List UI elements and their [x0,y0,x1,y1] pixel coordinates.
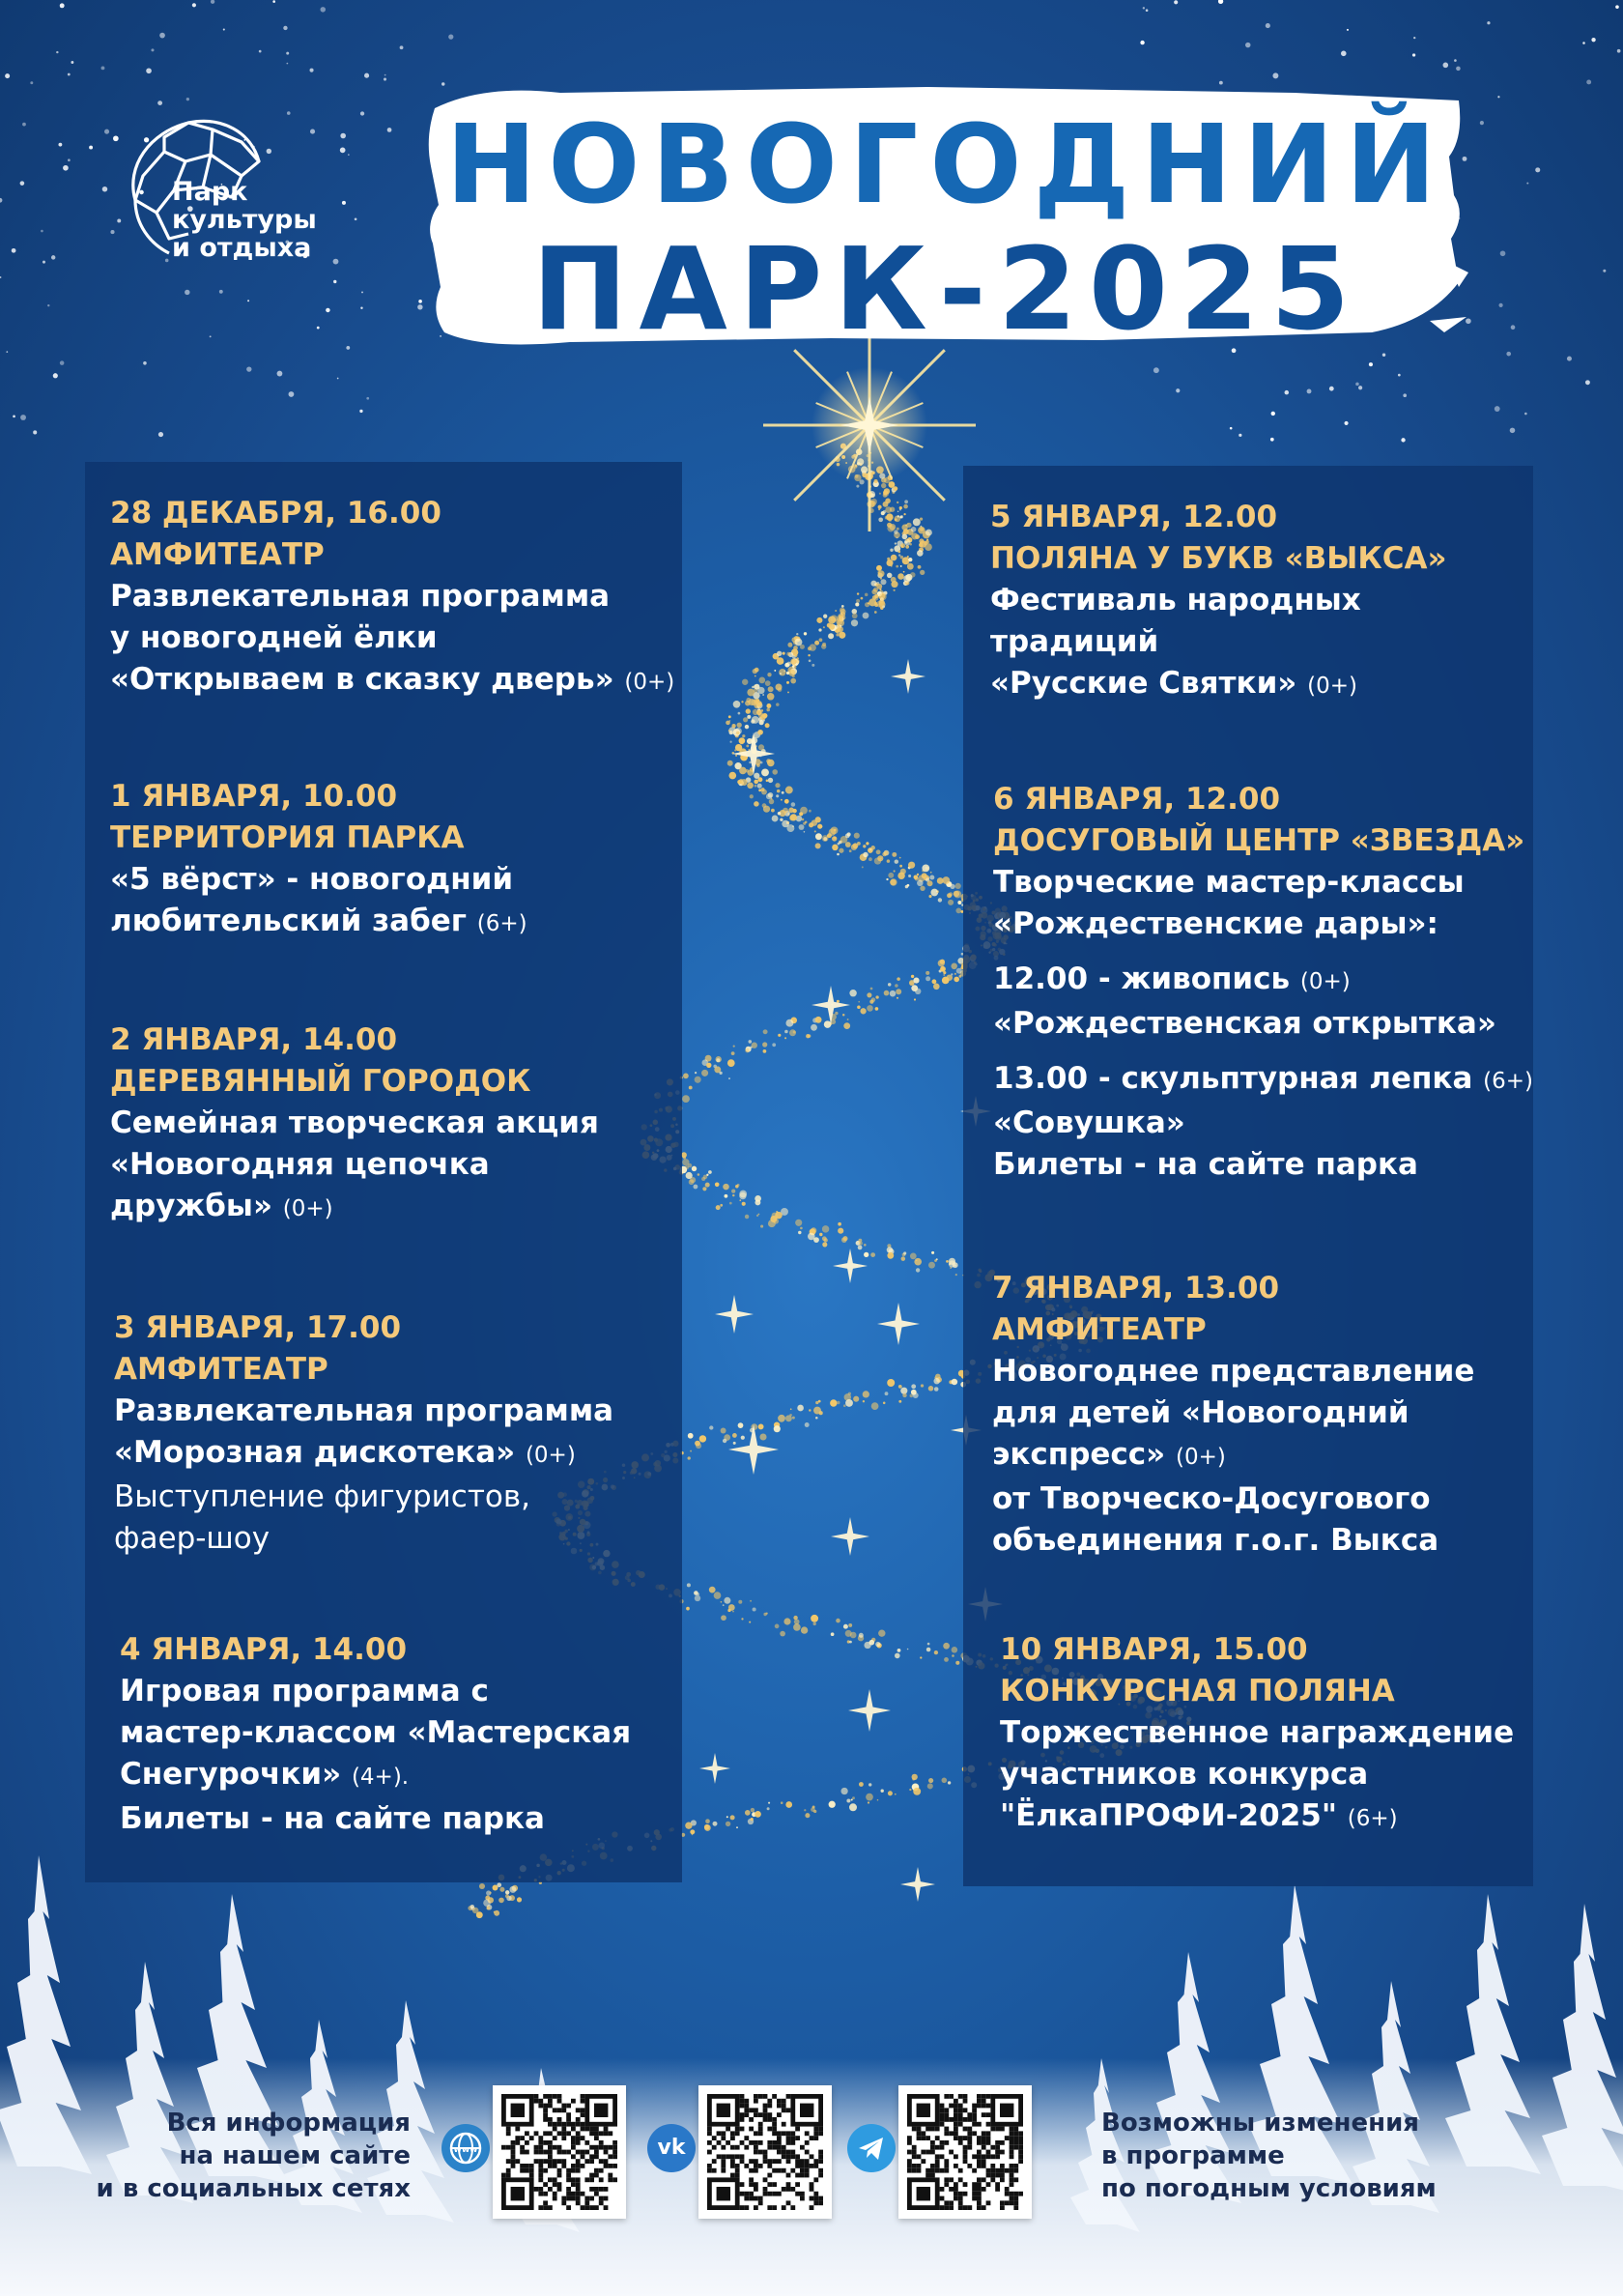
age-badge: (6+) [1483,1069,1534,1094]
age-badge: (4+). [351,1765,410,1790]
logo-line: культуры [172,205,317,235]
event-place: АМФИТЕАТР [110,537,325,572]
event-line: традиций [990,624,1159,659]
event-1-jan [110,776,527,945]
event-tickets-note: Билеты - на сайте парка [120,1801,545,1836]
age-badge: (0+) [525,1443,576,1468]
event-place: ДЕРЕВЯННЫЙ ГОРОДОК [110,1064,531,1099]
footer-line: Вся информация [166,2109,411,2138]
event-line: дружбы» [110,1189,272,1223]
footer-line: Возможны изменения [1101,2109,1419,2138]
event-line: Торжественное награждение [1000,1715,1515,1750]
event-line: экспресс» [992,1437,1166,1472]
event-extra-line: фаер-шоу [114,1521,270,1556]
qr-pattern-icon [907,2094,1023,2210]
event-4-jan [120,1629,631,1840]
title-line-2: ПАРК-2025 [531,222,1362,356]
event-line: «Новогодняя цепочка [110,1147,490,1182]
age-badge: (0+) [1307,674,1357,699]
event-line: «5 вёрст» - новогодний [110,862,514,897]
event-line: Развлекательная программа [110,579,611,614]
event-10-jan [1000,1629,1514,1840]
event-organizer-line: объединения г.о.г. Выкса [992,1523,1439,1558]
globe-label: www [453,2145,478,2155]
title-line-1: НОВОГОДНИЙ [445,102,1448,228]
age-badge: (6+) [1347,1806,1398,1831]
qr-code-telegram[interactable] [898,2085,1032,2219]
vk-icon[interactable]: vk [647,2124,696,2172]
event-5-jan [990,497,1447,707]
event-line: «Русские Святки» [990,666,1297,701]
qr-pattern-icon [707,2094,823,2210]
event-line: любительский забег [110,904,467,938]
event-line: Фестиваль народных [990,583,1361,617]
event-date: 3 ЯНВАРЯ, 17.00 [114,1310,402,1345]
telegram-icon[interactable] [847,2124,896,2172]
workshop-name: «Совушка» [993,1105,1185,1140]
logo-line: и отдыха [172,233,312,263]
footer-line: в программе [1101,2141,1285,2170]
web-globe-icon[interactable] [441,2124,490,2172]
qr-code-vk[interactable] [698,2085,832,2219]
workshop-name: «Рождественская открытка» [993,1006,1496,1041]
event-line: Семейная творческая акция [110,1105,599,1140]
event-line: Творческие мастер-классы [993,865,1465,900]
title-block [425,79,1468,369]
event-place: АМФИТЕАТР [114,1352,328,1387]
event-line: Новогоднее представление [992,1354,1475,1389]
qr-code-website[interactable] [493,2085,626,2219]
globe-icon [441,2124,490,2172]
event-place: КОНКУРСНАЯ ПОЛЯНА [1000,1674,1395,1708]
event-line: «Морозная дискотека» [114,1435,516,1470]
age-badge: (0+) [624,670,675,695]
event-place: ТЕРРИТОРИЯ ПАРКА [110,820,465,855]
workshop-time: 13.00 - скульптурная лепка [993,1061,1473,1096]
event-place: ДОСУГОВЫЙ ЦЕНТР «ЗВЕЗДА» [993,823,1525,858]
event-date: 1 ЯНВАРЯ, 10.00 [110,779,398,814]
event-2-jan [110,1019,599,1230]
event-line: «Открываем в сказку дверь» [110,662,614,697]
event-line: у новогодней ёлки [110,620,438,655]
event-date: 6 ЯНВАРЯ, 12.00 [993,782,1281,817]
event-date: 2 ЯНВАРЯ, 14.00 [110,1022,398,1057]
workshop-time: 12.00 - живопись [993,961,1291,996]
age-badge: (0+) [282,1196,333,1221]
footer-line: и в социальных сетях [96,2174,411,2203]
event-line: "ЁлкаПРОФИ-2025" [1000,1798,1337,1833]
qr-pattern-icon [501,2094,617,2210]
event-tickets-note: Билеты - на сайте парка [993,1147,1418,1182]
event-line: Развлекательная программа [114,1393,614,1428]
event-line: «Рождественские дары»: [993,906,1438,941]
footer-info-left [97,2107,411,2205]
event-3-jan [114,1307,613,1560]
event-line: Игровая программа с [120,1674,489,1708]
event-date: 28 ДЕКАБРЯ, 16.00 [110,496,441,531]
logo-line: Парк [172,177,248,207]
event-7-jan [992,1268,1474,1562]
event-organizer-line: от Творческо-Досугового [992,1481,1431,1516]
event-date: 5 ЯНВАРЯ, 12.00 [990,500,1278,534]
event-date: 7 ЯНВАРЯ, 13.00 [992,1271,1280,1306]
event-place: ПОЛЯНА У БУКВ «ВЫКСА» [990,541,1447,576]
event-28-dec [110,493,674,703]
event-date: 4 ЯНВАРЯ, 14.00 [120,1632,408,1667]
footer-info-right [1101,2107,1437,2205]
event-line: для детей «Новогодний [992,1395,1409,1430]
event-line: участников конкурса [1000,1757,1369,1792]
event-extra-line: Выступление фигуристов, [114,1479,530,1514]
footer-line: по погодным условиям [1101,2174,1437,2203]
footer-line: на нашем сайте [179,2141,411,2170]
event-date: 10 ЯНВАРЯ, 15.00 [1000,1632,1308,1667]
logo-text [172,178,317,262]
age-badge: (0+) [1176,1445,1226,1470]
paper-plane-icon [847,2124,896,2172]
age-badge: (0+) [1299,969,1351,994]
event-6-jan [993,779,1533,1186]
event-line: мастер-классом «Мастерская [120,1715,632,1750]
age-badge: (6+) [476,911,527,936]
event-place: АМФИТЕАТР [992,1312,1207,1347]
event-line: Снегурочки» [120,1757,342,1792]
